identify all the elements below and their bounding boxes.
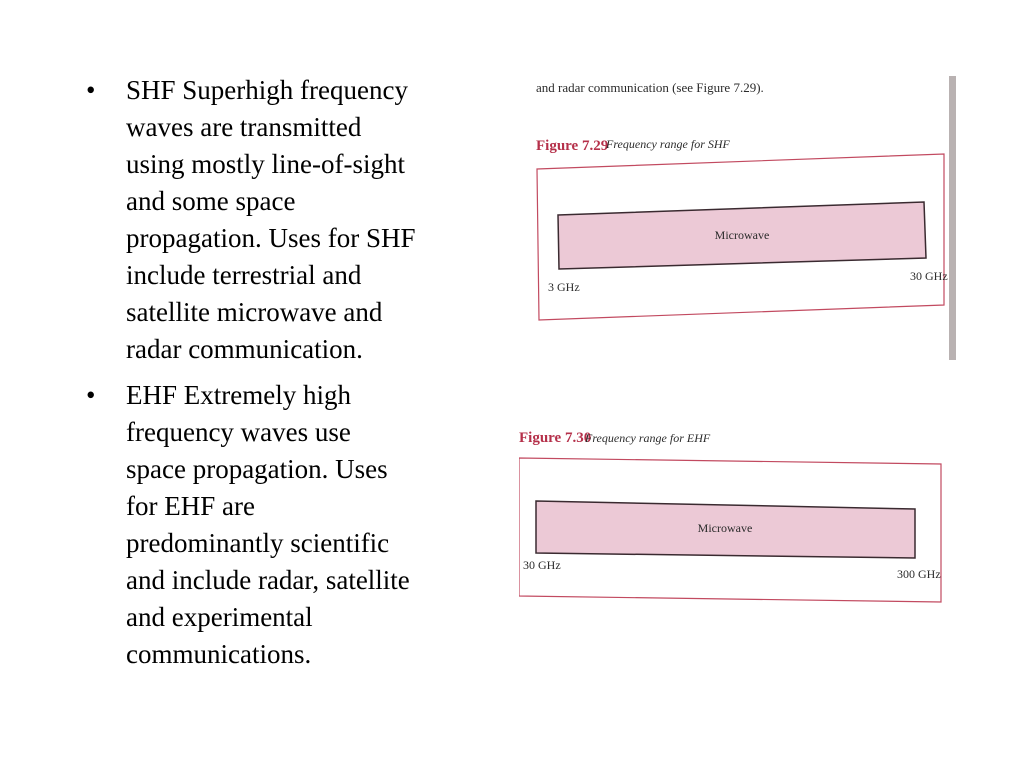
figure-ehf-high-label: 300 GHz <box>897 567 941 581</box>
bullet-text-shf: SHF Superhigh frequency waves are transmitted using mostly line-of-sight and some space propagation. Uses for SHF include terrestrial and satellite microwave and radar communication. <box>126 75 416 364</box>
figure-shf-high-label: 30 GHz <box>910 269 948 283</box>
bullet-item-shf <box>84 72 504 368</box>
figure-shf-low-label: 3 GHz <box>548 280 580 294</box>
figure-shf-header-text: and radar communication (see Figure 7.29). <box>536 80 764 95</box>
figure-ehf-svg <box>519 420 943 644</box>
bullet-dot: • <box>86 380 96 410</box>
bullet-dot: • <box>86 75 96 105</box>
figure-shf-band-label: Microwave <box>714 228 770 242</box>
figure-ehf-number: Figure 7.30 <box>519 430 592 446</box>
figure-shf-svg <box>512 76 956 360</box>
figure-shf-title: Frequency range for SHF <box>606 137 730 151</box>
figure-ehf-title: Frequency range for EHF <box>585 431 711 445</box>
bullet-list <box>84 72 504 682</box>
bullet-text-ehf: EHF Extremely high frequency waves use space propagation. Uses for EHF are predominantly scientific and include radar, satellite and experimental communications. <box>126 380 410 669</box>
bullet-item-ehf <box>84 377 504 673</box>
figure-shf-number: Figure 7.29 <box>536 138 609 154</box>
figure-ehf-band-label: Microwave <box>697 521 753 535</box>
figure-shf-scan-edge <box>949 76 956 360</box>
figure-shf-image <box>512 76 956 360</box>
figure-ehf-low-label: 30 GHz <box>523 558 561 572</box>
figure-ehf-image <box>519 420 943 644</box>
